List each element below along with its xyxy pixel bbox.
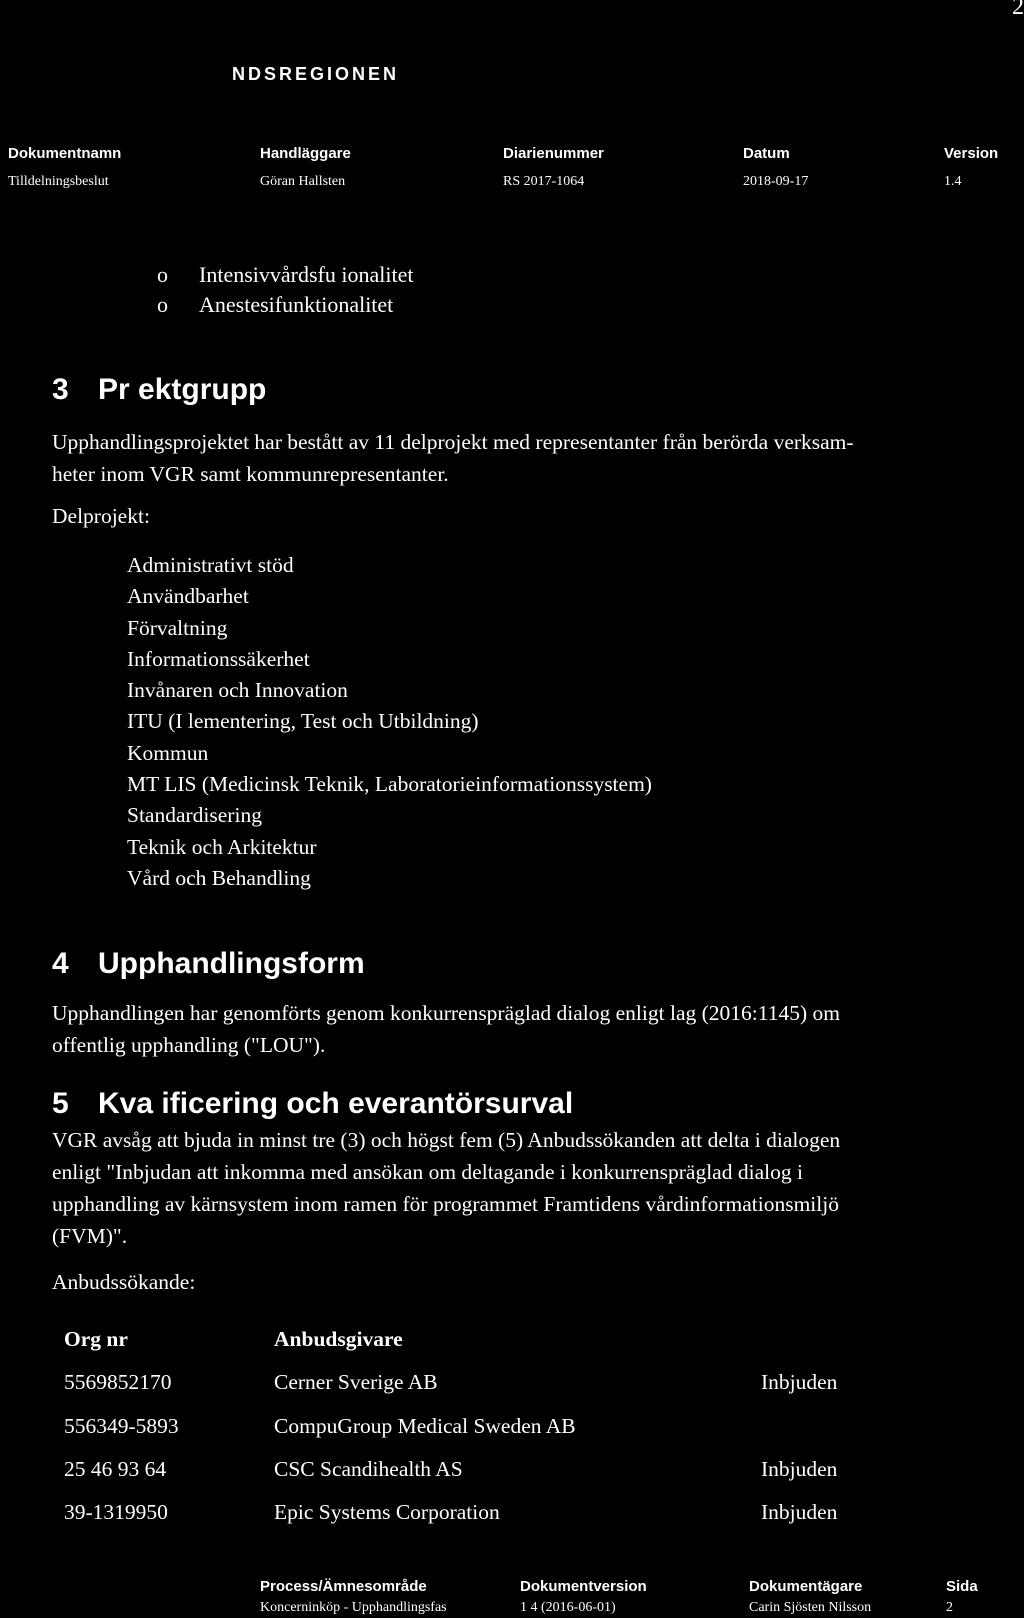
list-item: ITU (I lementering, Test och Utbildning) xyxy=(127,709,479,734)
header-value-document-name: Tilldelningsbeslut xyxy=(8,174,109,189)
header-label-version: Version xyxy=(944,145,999,162)
column-header-org-nr: Org nr xyxy=(64,1327,128,1352)
bullet-text: Intensivvårdsfu ionalitet xyxy=(199,262,414,287)
table-cell: Inbjuden xyxy=(761,1457,838,1482)
footer-value-document-owner: Carin Sjösten Nilsson xyxy=(749,1600,872,1615)
table-row xyxy=(64,1448,881,1491)
header-value-version: 1.4 xyxy=(944,174,962,189)
section-5-heading xyxy=(52,1087,573,1121)
paragraph-line: Upphandlingen har genomförts genom konkurrenspräglad dialog enligt lag (2016:1145) om xyxy=(52,1001,840,1025)
section-3-paragraph xyxy=(52,426,854,490)
list-item: Kommun xyxy=(127,740,209,765)
header-label-registration-number: Diarienummer xyxy=(503,145,604,162)
section-title: Kva ificering och everantörsurval xyxy=(98,1087,574,1120)
bidders-intro: Anbudssökande: xyxy=(52,1270,196,1294)
paragraph-line: offentlig upphandling ("LOU"). xyxy=(52,1033,326,1057)
table-cell: 25 46 93 64 xyxy=(64,1457,167,1482)
section-title: Pr ektgrupp xyxy=(98,373,267,406)
section-4-heading xyxy=(52,947,365,981)
paragraph-line: upphandling av kärnsystem inom ramen för programmet Framtidens vårdinformationsmiljö xyxy=(52,1192,839,1216)
paragraph-line: VGR avsåg att bjuda in minst tre (3) och högst fem (5) Anbudssökanden att delta i dialogen xyxy=(52,1128,841,1152)
header-label-date: Datum xyxy=(743,145,790,162)
paragraph-line: (FVM)". xyxy=(52,1224,128,1248)
subproject-list xyxy=(127,550,652,894)
subprojects-intro: Delprojekt: xyxy=(52,504,150,528)
header-label-handler: Handläggare xyxy=(260,145,351,162)
bidders-table xyxy=(64,1318,881,1534)
table-cell: Epic Systems Corporation xyxy=(274,1500,500,1525)
section-5-paragraph xyxy=(52,1124,840,1252)
table-cell: 5569852170 xyxy=(64,1370,172,1395)
paragraph-line: enligt "Inbjudan att inkomma med ansökan om deltagande i konkurrenspräglad dialog i xyxy=(52,1160,803,1184)
footer-label-document-owner: Dokumentägare xyxy=(749,1578,863,1595)
table-cell: CSC Scandihealth AS xyxy=(274,1457,463,1482)
list-item: Informationssäkerhet xyxy=(127,646,310,671)
table-row xyxy=(64,1491,881,1534)
list-item: Teknik och Arkitektur xyxy=(127,834,317,859)
footer-label-page: Sida xyxy=(946,1578,978,1595)
table-cell: Inbjuden xyxy=(761,1370,838,1395)
section-3-heading xyxy=(52,373,266,407)
bullet-marker: o xyxy=(157,262,168,287)
list-item: Användbarhet xyxy=(127,584,249,609)
list-item: Förvaltning xyxy=(127,615,228,640)
table-cell: Inbjuden xyxy=(761,1500,838,1525)
footer-value-document-version: 1 4 (2016-06-01) xyxy=(520,1600,616,1615)
page-corner-number: 2 xyxy=(1012,0,1024,20)
bullet-item xyxy=(157,292,393,318)
table-cell: CompuGroup Medical Sweden AB xyxy=(274,1413,576,1438)
table-row xyxy=(64,1405,881,1448)
list-item: Invånaren och Innovation xyxy=(127,678,348,703)
list-item: Vård och Behandling xyxy=(127,865,311,890)
bullet-marker: o xyxy=(157,292,168,317)
header-value-registration-number: RS 2017-1064 xyxy=(503,174,585,189)
list-item: Standardisering xyxy=(127,803,262,828)
table-cell: Cerner Sverige AB xyxy=(274,1370,438,1395)
section-number: 4 xyxy=(52,947,69,980)
table-cell: 39-1319950 xyxy=(64,1500,168,1525)
footer-value-process: Koncerninköp - Upphandlingsfas xyxy=(260,1600,447,1615)
table-cell xyxy=(761,1405,881,1448)
bullet-text: Anestesifunktionalitet xyxy=(199,292,394,317)
footer-label-process: Process/Ämnesområde xyxy=(260,1578,427,1595)
paragraph-line: heter inom VGR samt kommunrepresentanter. xyxy=(52,462,449,486)
column-header-status xyxy=(761,1318,881,1361)
footer-value-page: 2 xyxy=(946,1600,953,1615)
organization-header: NDSREGIONEN xyxy=(232,64,400,84)
section-number: 5 xyxy=(52,1087,69,1120)
header-value-date: 2018-09-17 xyxy=(743,174,809,189)
footer-label-document-version: Dokumentversion xyxy=(520,1578,647,1595)
table-cell: 556349-5893 xyxy=(64,1413,179,1438)
section-number: 3 xyxy=(52,373,69,406)
table-header-row xyxy=(64,1318,881,1361)
section-4-paragraph xyxy=(52,997,840,1061)
bullet-item xyxy=(157,262,413,288)
list-item: Administrativt stöd xyxy=(127,553,294,577)
section-title: Upphandlingsform xyxy=(98,947,365,980)
header-value-handler: Göran Hallsten xyxy=(260,174,346,189)
list-item: MT LIS (Medicinsk Teknik, Laboratorieinformationssystem) xyxy=(127,772,652,797)
table-row xyxy=(64,1361,881,1404)
header-label-document-name: Dokumentnamn xyxy=(8,145,122,162)
column-header-bidder: Anbudsgivare xyxy=(274,1327,403,1352)
paragraph-line: Upphandlingsprojektet har bestått av 11 delprojekt med representanter från berörda verksam- xyxy=(52,430,854,454)
